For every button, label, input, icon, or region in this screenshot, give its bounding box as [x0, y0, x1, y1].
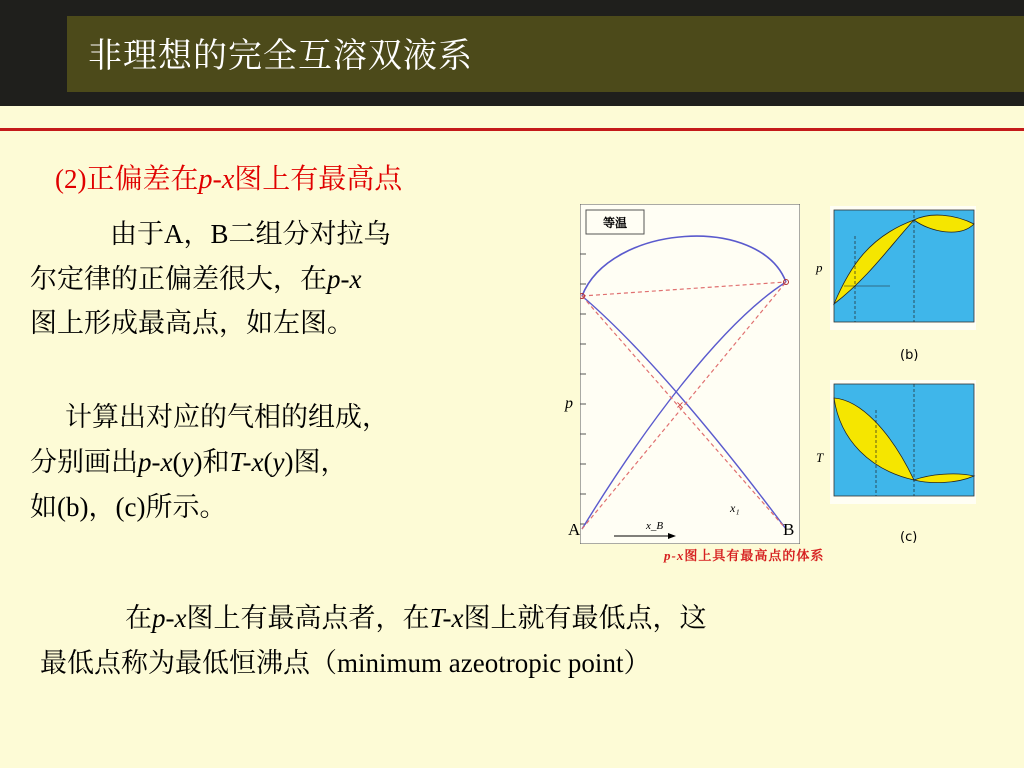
phase-diagram-figure: [560, 200, 1000, 570]
y-axis-label-a: p: [565, 395, 573, 412]
x-axis-label-bottom: x_B: [646, 520, 664, 532]
label-b: (b): [900, 348, 919, 363]
px-diagram-main: [580, 204, 800, 544]
label-A: A: [568, 520, 581, 539]
cross-mark: ×: [675, 400, 685, 411]
figure-caption: p-x图上具有最高点的体系: [664, 548, 825, 564]
label-c: (c): [900, 530, 918, 545]
paragraph-2: 计算出对应的气相的组成， 分别画出p-x(y)和T-x(y)图， 如(b)，(c)所示。: [30, 402, 389, 523]
y-axis-label-b: p: [816, 260, 823, 275]
paragraph-3: 在p-x图上有最高点者，在T-x图上就有最低点，这 最低点称为最低恒沸点（minimum azeotropic point）: [40, 603, 707, 679]
paragraph-1: 由于A，B二组分对拉乌 尔定律的正偏差很大，在p-x 图上形成最高点，如左图。: [30, 219, 391, 339]
section-heading: (2)正偏差在p-x图上有最高点: [55, 162, 403, 195]
txy-diagram: [830, 380, 976, 504]
divider-top: [0, 104, 1024, 106]
x-axis-label: x₁: [730, 501, 740, 515]
red-divider: [0, 128, 1024, 131]
y-axis-label-c: T: [816, 450, 824, 465]
label-B: B: [783, 520, 795, 539]
pxy-diagram: [830, 206, 976, 330]
slide-title: 非理想的完全互溶双液系: [88, 36, 473, 76]
box-label: 等温: [602, 216, 628, 230]
